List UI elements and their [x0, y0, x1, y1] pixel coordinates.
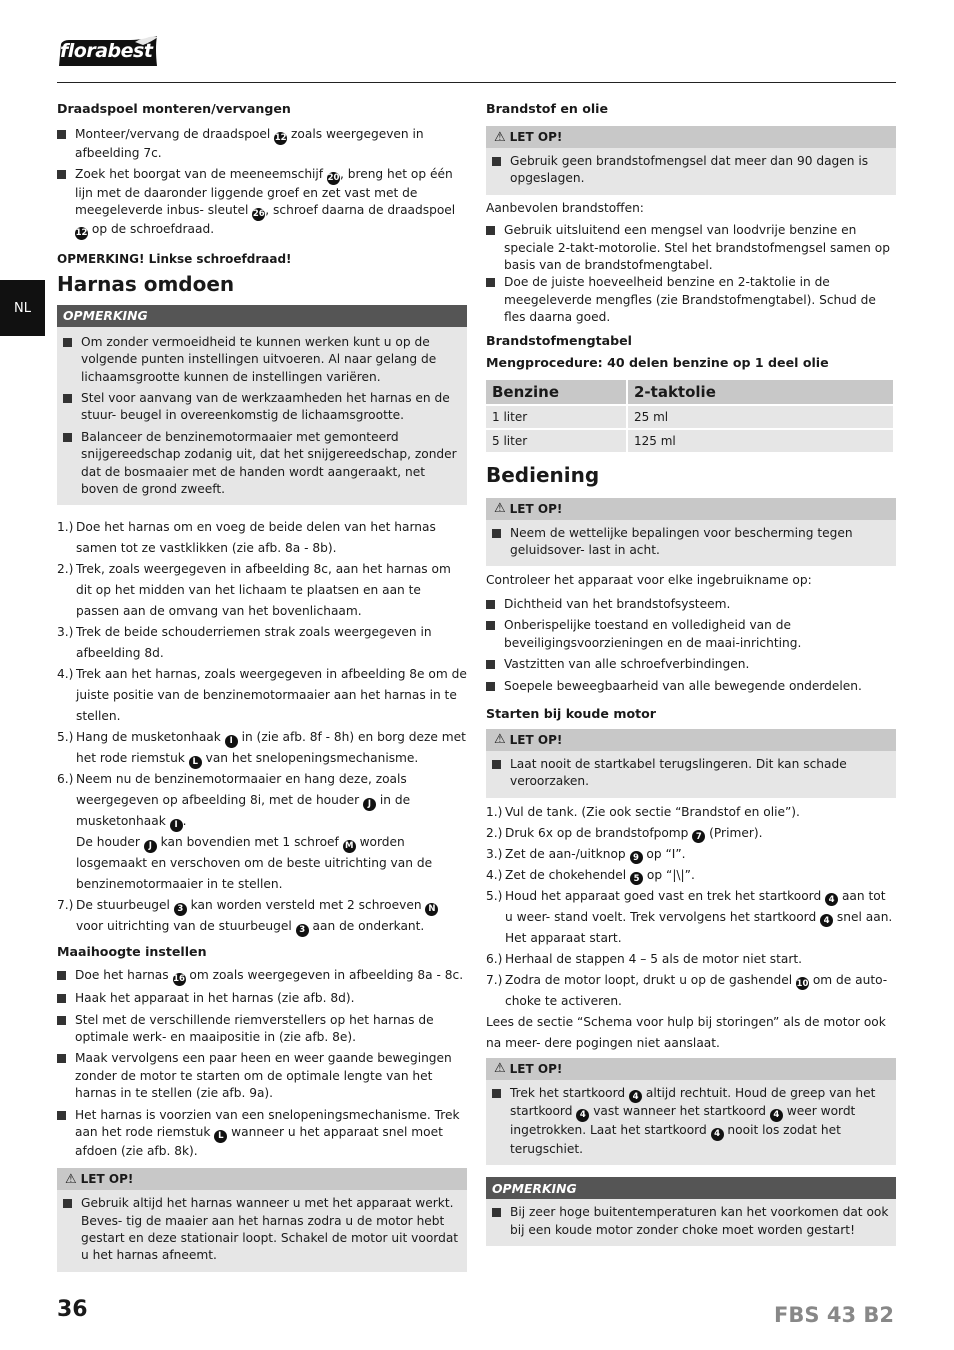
step-1: 1.) Doe het harnas om en voeg de beide delen van het harnas samen tot ze vastklikken (zie afb. 8a - 8b). [57, 520, 436, 556]
warning-box [486, 498, 896, 567]
warning-triangle-icon: ⚠ [65, 1171, 77, 1187]
warning-triangle-icon: ⚠ [494, 732, 506, 748]
ref-marker: 3 [174, 903, 187, 916]
step-2: 2.) Trek, zoals weergegeven in afbeelding 8c, aan het harnas om dit op het midden van het lichaam te plaatsen en aan te passen aan de omvang van het bovenlichaam. [57, 562, 451, 619]
warning-box-heading: ⚠ LET OP! [486, 498, 896, 520]
ref-marker: J [144, 840, 157, 853]
ref-marker: 12 [274, 133, 287, 143]
warning-box [486, 126, 896, 195]
warning-triangle-icon: ⚠ [494, 1061, 506, 1077]
list-item: Stel met de verschillende riemverstellers op het harnas de optimale werk- en maaipositie in (zie afb. 8e). [57, 1012, 467, 1047]
table-cell: 5 liter [486, 430, 628, 452]
model-name: FBS 43 B2 [774, 1303, 894, 1327]
ref-marker: 7 [692, 830, 705, 843]
list-item: Maak vervolgens een paar heen en weer gaande bewegingen zonder de motor te starten om de optimale lengte van het harnas in te stellen (zie afb. 9a). [57, 1050, 467, 1102]
ref-marker: I [170, 819, 183, 832]
step-5: 5.) Houd het apparaat goed vast en trek het startkoord 4 aan tot u weer- stand voelt. Trek vervolgens het startkoord 4 snel aan. Het apparaat start. [486, 888, 893, 945]
heading-harnas: Harnas omdoen [57, 271, 235, 296]
section-title-koude-motor: Starten bij koude motor [486, 705, 656, 721]
list-item: Haak het apparaat in het harnas (zie afb. 8d). [57, 990, 467, 1007]
ref-marker: 9 [630, 851, 643, 864]
warning-box [486, 1058, 896, 1166]
list-item: Om zonder vermoeidheid te kunnen werken kunt u op de volgende punten instellingen uitvoeren. Al naar gelang de lichaamsgrootte kunnen de instellingen variëren. [63, 334, 461, 386]
warning-box-heading: ⚠ LET OP! [486, 126, 896, 148]
table-row [486, 406, 895, 428]
table-header: 2-taktolie [628, 380, 895, 404]
list-item: Neem de wettelijke bepalingen voor bescherming tegen geluidsover- last in acht. [492, 525, 890, 560]
step-4: 4.) Trek aan het harnas, zoals weergegeven in afbeelding 8e om de juiste positie van de benzinemotormaaier aan het harnas in te stellen. [57, 667, 467, 724]
list-item: Gebruik geen brandstofmengsel dat meer dan 90 dagen is opgeslagen. [492, 153, 890, 188]
ref-marker: N [425, 903, 438, 916]
step-7: 7.) Zodra de motor loopt, drukt u op de gashendel 10 om de auto-choke te activeren. [486, 972, 888, 1008]
warning-box-heading: ⚠ LET OP! [486, 1058, 896, 1080]
mix-procedure: Mengprocedure: 40 delen benzine op 1 deel olie [486, 354, 829, 370]
ref-marker: 26 [252, 209, 265, 220]
step-3: 3.) Trek de beide schouderriemen strak zoals weergegeven in afbeelding 8d. [57, 625, 432, 661]
ref-marker: L [214, 1130, 227, 1143]
table-cell: 25 ml [628, 406, 895, 428]
list-item: Doe de juiste hoeveelheid benzine en 2-taktolie in de meegeleverde mengfles (zie Brandstofmengtabel). Schud de fles daarna goed. [486, 274, 896, 326]
ref-marker: M [343, 840, 356, 853]
table-header: Benzine [486, 380, 628, 404]
list-item: Soepele beweegbaarheid van alle bewegende onderdelen. [486, 678, 896, 695]
note-box [57, 305, 467, 506]
ref-marker: 16 [173, 974, 185, 985]
list-item: Gebruik uitsluitend een mengsel van loodvrije benzine en speciale 2-takt-motorolie. Stel het brandstofmengsel samen op basis van de brandstofmengtabel. [486, 222, 896, 274]
fuel-mix-table [486, 378, 895, 454]
section-title-draadspoel: Draadspoel monteren/vervangen [57, 101, 291, 116]
ref-marker: I [225, 735, 238, 748]
section-title-brandstof: Brandstof en olie [486, 101, 609, 116]
step-6: 6.) Herhaal de stappen 4 – 5 als de motor niet start. [486, 951, 803, 966]
ref-marker: 4 [820, 914, 833, 927]
list-item: Stel voor aanvang van de werkzaamheden het harnas en de stuur- beugel in overeenkomstig de lichaamsgrootte. [63, 390, 461, 425]
cold-outro: Lees de sectie “Schema voor hulp bij storingen” als de motor ook na meer- dere pogingen niet aanslaat. [486, 1014, 886, 1050]
warning-box-heading: ⚠ LET OP! [486, 729, 896, 751]
list-item: Het harnas is voorzien van een snelopeningsmechanisme. Trek aan het rode riemstuk L wanneer u het apparaat snel moet afdoen (zie afb. 8k). [57, 1107, 467, 1161]
header-rule [57, 82, 896, 83]
choke-symbol: |\| [672, 867, 685, 882]
ref-marker: 4 [629, 1090, 642, 1103]
heading-bediening: Bediening [486, 462, 600, 487]
ref-marker: 5 [630, 872, 643, 885]
brand-name: florabest [60, 40, 153, 62]
list-item: Onberispelijke toestand en volledigheid van de beveiligingsvoorzieningen en de maai-inrichting. [486, 617, 896, 652]
ref-marker: 12 [75, 228, 88, 239]
list-item: Trek het startkoord 4 altijd rechtuit. Houd de greep van het startkoord 4 vast wanneer het startkoord 4 weer wordt ingetrokken. Laat het startkoord 4 nooit los zodat het terugschiet. [492, 1085, 890, 1159]
step-3: 3.) Zet de aan-/uitknop 9 op “I”. [486, 846, 686, 863]
page-number: 36 [57, 1297, 88, 1322]
left-column [57, 100, 467, 1272]
ref-marker: 4 [770, 1109, 783, 1122]
ref-marker: 4 [711, 1128, 724, 1141]
ref-marker: 4 [825, 893, 838, 906]
list-item: Dichtheid van het brandstofsysteem. [486, 596, 896, 613]
step-5: 5.) Hang de musketonhaak I in (zie afb. 8f - 8h) en borg deze met het rode riemstuk L van het snelopeningsmechanisme. [57, 730, 466, 768]
step-7: 7.) De stuurbeugel 3 kan worden versteld met 2 schroeven N voor uitrichting van de stuurbeugel 3 aan de onderkant. [57, 895, 467, 937]
warning-triangle-icon: ⚠ [494, 129, 506, 145]
ref-marker: 10 [796, 978, 809, 989]
warning-triangle-icon: ⚠ [494, 501, 506, 517]
check-intro: Controleer het apparaat voor elke ingebruikname op: [486, 573, 812, 588]
ref-marker: L [189, 756, 202, 769]
note-box [486, 1177, 896, 1246]
section-title-maaihoogte: Maaihoogte instellen [57, 944, 207, 960]
step-1: 1.) Vul de tank. (Zie ook sectie “Brandstof en olie”). [486, 804, 800, 819]
table-cell: 1 liter [486, 406, 628, 428]
step-4: 4.) Zet de chokehendel 5 op “|\|”. [486, 867, 695, 884]
ref-marker: 4 [576, 1109, 589, 1122]
step-6: 6.) Neem nu de benzinemotormaaier en hang deze, zoals weergegeven op afbeelding 8i, met de houder J in de musketonhaak I . De houder J kan bovendien met 1 schroef M worden losgemaakt en verschoven om de beste uitrichting van de benzinemotormaaier in te stellen. [57, 772, 433, 892]
fuel-intro: Aanbevolen brandstoffen: [486, 200, 644, 215]
warning-box [57, 1168, 467, 1272]
language-tab: NL [0, 280, 45, 336]
table-row [486, 430, 895, 452]
list-item: Monteer/vervang de draadspoel 12 zoals weergegeven in afbeelding 7c. [57, 126, 467, 162]
ref-marker: 3 [296, 924, 309, 937]
ref-marker: J [363, 798, 376, 811]
list-item: Doe het harnas 16 om zoals weergegeven in afbeelding 8a - 8c. [57, 967, 467, 986]
list-item: Zoek het boorgat van de meeneemschijf 20, breng het op één lijn met de daaronder liggende groef en zet vast met de meegeleverde inbus- sleutel 26, schroef daarna de draadspoel 12 op de schroefdraad. [57, 166, 467, 240]
list-item: Gebruik altijd het harnas wanneer u met het apparaat werkt. Beves- tig de maaier aan het harnas zodra u de motor hebt gestart en deze stationair loopt. Schakel de motor uit voordat u het harnas afneemt. [63, 1195, 461, 1265]
list-item: Bij zeer hoge buitentemperaturen kan het voorkomen dat ook bij een koude motor zonder choke moet worden gestart! [492, 1204, 890, 1239]
note-left-thread: OPMERKING! Linkse schroefdraad! [57, 251, 292, 266]
list-item: Laat nooit de startkabel terugslingeren. Dit kan schade veroorzaken. [492, 756, 890, 791]
step-2: 2.) Druk 6x op de brandstofpomp 7 (Primer). [486, 825, 763, 842]
list-item: Balanceer de benzinemotormaaier met gemonteerd snijgereedschap zodanig uit, dat het snijgereedschap, zonder dat de bosmaaier met de handen wordt aangeraakt, net boven de grond zweeft. [63, 429, 461, 499]
warning-box-heading: ⚠ LET OP! [57, 1168, 467, 1190]
table-cell: 125 ml [628, 430, 895, 452]
note-box-heading: OPMERKING [57, 305, 467, 327]
ref-marker: 20 [327, 173, 340, 184]
right-column [486, 100, 896, 1246]
list-item: Vastzitten van alle schroefverbindingen. [486, 656, 896, 673]
warning-box [486, 729, 896, 798]
table-title: Brandstofmengtabel [486, 332, 632, 348]
note-box-heading: OPMERKING [486, 1177, 896, 1199]
